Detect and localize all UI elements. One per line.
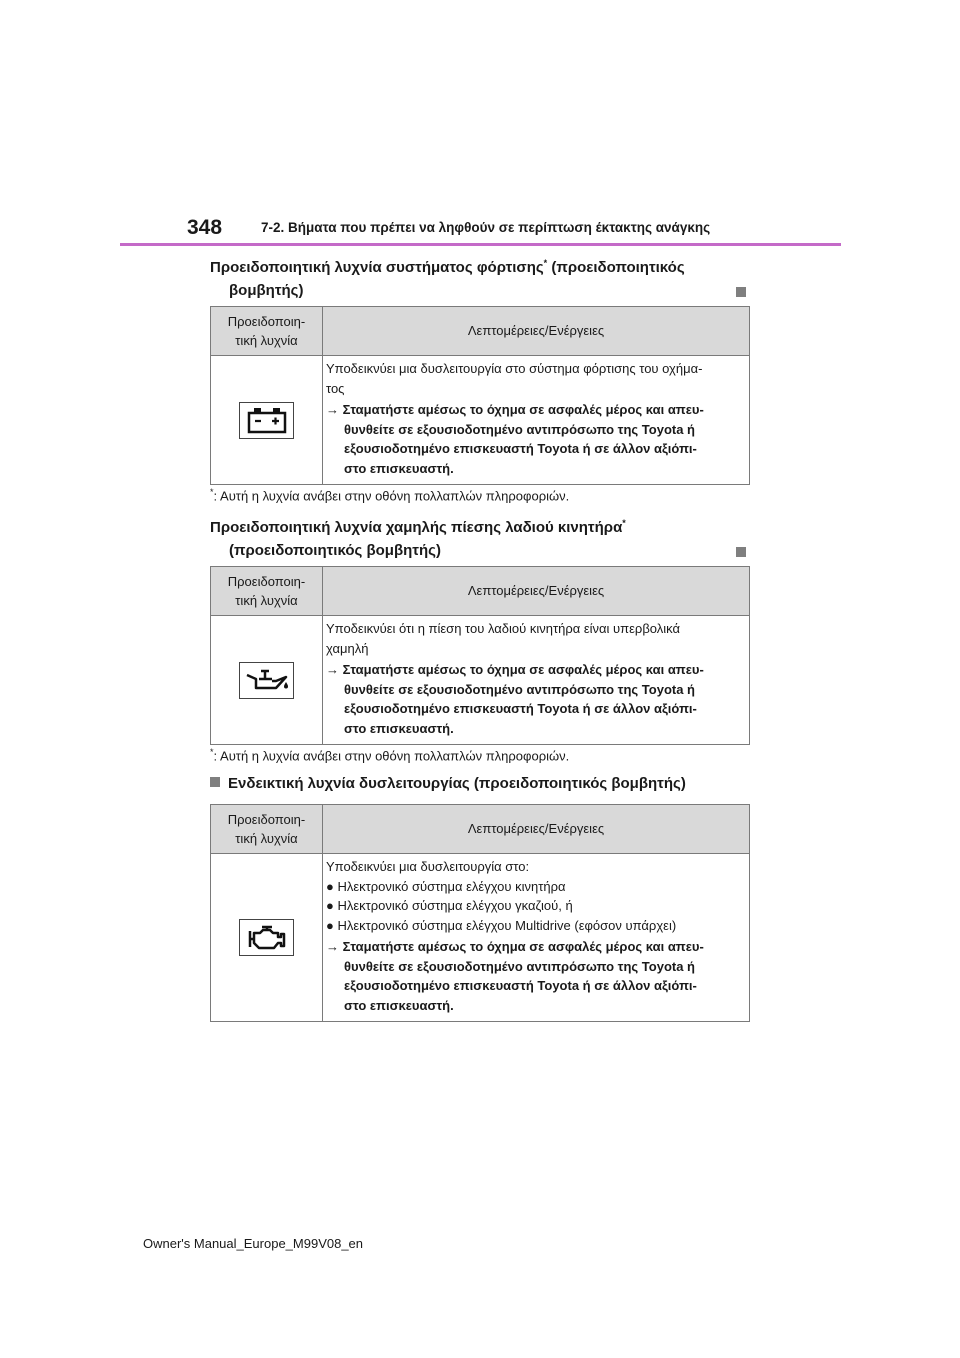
title-text: (προειδοποιητικός	[547, 259, 685, 276]
action-text: → Σταματήστε αμέσως το όχημα σε ασφαλές μέρος και απευ- θυνθείτε σε εξουσιοδοτημένο αντιπρόσωπο της Toyota ή εξουσιοδοτημένο επισκευαστή Toyota ή σε άλλον αξιόπι- στο επισκευαστή.	[326, 402, 704, 476]
footnote: *: Αυτή η λυχνία ανάβει στην οθόνη πολλαπλών πληροφοριών.	[210, 487, 570, 504]
footnote-marker: *	[622, 518, 626, 528]
section-marker-icon	[736, 287, 746, 297]
col-header-details: Λεπτομέρειες/Ενέργειες	[323, 805, 750, 854]
col-header-lamp: Προειδοποιη- τική λυχνία	[211, 307, 323, 356]
warning-table-malfunction	[210, 804, 750, 1022]
details-cell: Υποδεικνύει ότι η πίεση του λαδιού κινητήρα είναι υπερβολικά χαμηλή → Σταματήστε αμέσως το όχημα σε ασφαλές μέρος και απευ- θυνθείτε σε εξουσιοδοτημένο αντιπρόσωπο της Toyota ή εξουσιοδοτημένο επισκευαστή Toyota ή σε άλλον αξιόπι- στο επισκευαστή.	[323, 616, 750, 745]
details-cell: Υποδεικνύει μια δυσλειτουργία στο: ● Ηλεκτρονικό σύστημα ελέγχου κινητήρα ● Ηλεκτρονικό σύστημα ελέγχου γκαζιού, ή ● Ηλεκτρονικό σύστημα ελέγχου Multidrive (εφόσον υπάρχει) → Σταματήστε αμέσως το όχημα σε ασφαλές μέρος και απευ- θυνθείτε σε εξουσιοδοτημένο αντιπρόσωπο της Toyota ή εξουσιοδοτημένο επισκευαστή Toyota ή σε άλλον αξιόπι- στο επισκευαστή.	[323, 854, 750, 1022]
warning-table-charging	[210, 306, 750, 485]
col-header-lamp: Προειδοποιη- τική λυχνία	[211, 805, 323, 854]
header-divider	[120, 243, 841, 246]
section-title-oil-pressure	[210, 512, 750, 562]
title-text: Ενδεικτική λυχνία δυσλειτουργίας (προειδοποιητικός βομβητής)	[228, 775, 686, 792]
section-title-malfunction	[210, 772, 750, 795]
col-header-details: Λεπτομέρειες/Ενέργειες	[323, 307, 750, 356]
section-marker-icon	[210, 777, 220, 787]
col-header-lamp: Προειδοποιη- τική λυχνία	[211, 567, 323, 616]
oil-pressure-icon	[239, 662, 294, 699]
section-marker-icon	[736, 547, 746, 557]
battery-icon	[239, 402, 294, 439]
action-text: → Σταματήστε αμέσως το όχημα σε ασφαλές μέρος και απευ- θυνθείτε σε εξουσιοδοτημένο αντιπρόσωπο της Toyota ή εξουσιοδοτημένο επισκευαστή Toyota ή σε άλλον αξιόπι- στο επισκευαστή.	[326, 939, 704, 1013]
check-engine-icon	[239, 919, 294, 956]
title-text: (προειδοποιητικός βομβητής)	[229, 542, 441, 559]
title-text: Προειδοποιητική λυχνία συστήματος φόρτισης	[210, 259, 544, 276]
chapter-title: 7-2. Βήματα που πρέπει να ληφθούν σε περίπτωση έκτακτης ανάγκης	[261, 220, 711, 235]
section-title-charging	[210, 252, 750, 302]
footnote-marker: *	[543, 258, 548, 268]
title-text: Προειδοποιητική λυχνία χαμηλής πίεσης λαδιού κινητήρα	[210, 519, 623, 536]
footnote: *: Αυτή η λυχνία ανάβει στην οθόνη πολλαπλών πληροφοριών.	[210, 747, 570, 764]
footer-text: Owner's Manual_Europe_M99V08_en	[143, 1236, 364, 1251]
details-cell: Υποδεικνύει μια δυσλειτουργία στο σύστημα φόρτισης του οχήμα- τος → Σταματήστε αμέσως το όχημα σε ασφαλές μέρος και απευ- θυνθείτε σε εξουσιοδοτημένο αντιπρόσωπο της Toyota ή εξουσιοδοτημένο επισκευαστή Toyota ή σε άλλον αξιόπι- στο επισκευαστή.	[323, 356, 750, 485]
action-text: → Σταματήστε αμέσως το όχημα σε ασφαλές μέρος και απευ- θυνθείτε σε εξουσιοδοτημένο αντιπρόσωπο της Toyota ή εξουσιοδοτημένο επισκευαστή Toyota ή σε άλλον αξιόπι- στο επισκευαστή.	[326, 662, 704, 736]
warning-table-oil-pressure	[210, 566, 750, 745]
page-number: 348	[187, 216, 223, 239]
title-text: βομβητής)	[229, 282, 304, 299]
col-header-details: Λεπτομέρειες/Ενέργειες	[323, 567, 750, 616]
